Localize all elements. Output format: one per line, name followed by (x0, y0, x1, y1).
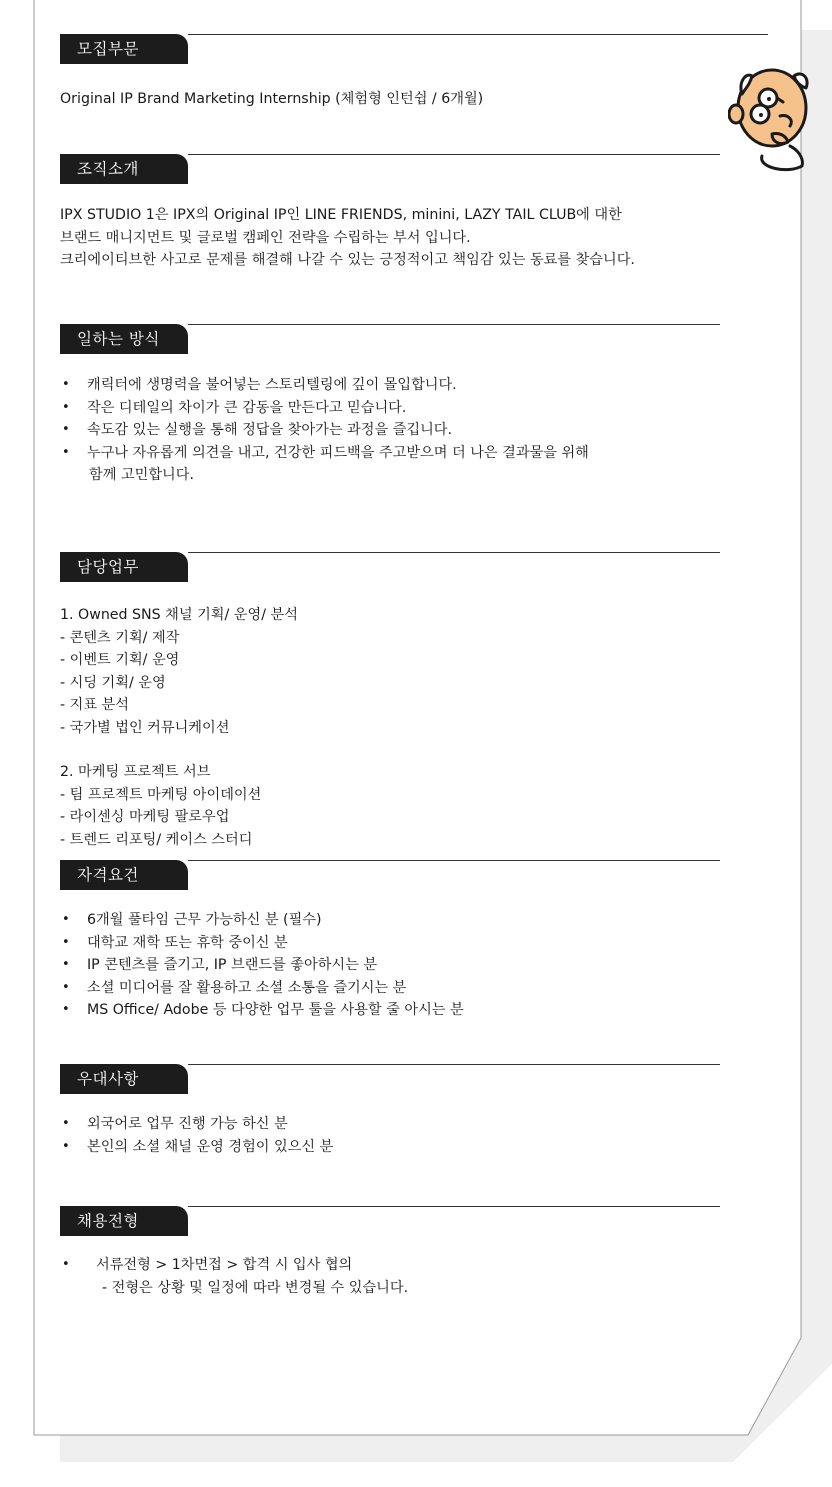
list-item: • 대학교 재학 또는 휴학 중이신 분 (60, 932, 820, 955)
list-item: • IP 콘텐츠를 즐기고, IP 브랜드를 좋아하시는 분 (60, 954, 820, 977)
process-steps: 서류전형 > 1차면접 > 합격 시 입사 협의 (96, 1257, 353, 1273)
section-divider (188, 860, 720, 861)
list-item: • 본인의 소셜 채널 운영 경험이 있으신 분 (60, 1136, 820, 1159)
section-position (60, 30, 820, 111)
section-header (60, 320, 820, 360)
process-list (60, 1254, 820, 1299)
org-line: IPX STUDIO 1은 IPX의 Original IP인 LINE FRIENDS, minini, LAZY TAIL CLUB에 대한 (60, 207, 622, 223)
org-line: 크리에이티브한 사고로 문제를 해결해 나갈 수 있는 긍정적이고 책임감 있는 동료를 찾습니다. (60, 252, 635, 268)
position-title: Original IP Brand Marketing Internship (체험형 인턴쉽 / 6개월) (60, 91, 484, 107)
section-header (60, 1202, 820, 1242)
section-divider (188, 1064, 720, 1065)
duties-content (60, 604, 820, 851)
section-divider (188, 34, 768, 35)
duty-line: - 시딩 기획/ 운영 (60, 674, 166, 691)
section-title: 일하는 방식 (60, 324, 188, 354)
preferred-list (60, 1113, 820, 1158)
section-title: 우대사항 (60, 1064, 188, 1094)
section-organization (60, 150, 820, 272)
requirements-list (60, 909, 820, 1022)
list-item (60, 442, 820, 487)
section-title: 채용전형 (60, 1206, 188, 1236)
section-duties (60, 548, 820, 851)
section-title: 모집부문 (60, 34, 188, 64)
section-divider (188, 154, 720, 155)
section-preferred (60, 1060, 820, 1158)
section-header (60, 548, 820, 588)
section-requirements (60, 856, 820, 1022)
section-header (60, 30, 820, 70)
process-note: - 전형은 상황 및 일정에 따라 변경될 수 있습니다. (102, 1279, 409, 1296)
list-item: • 캐릭터에 생명력을 불어넣는 스토리텔링에 깊이 몰입합니다. (60, 374, 820, 397)
list-item: • 소셜 미디어를 잘 활용하고 소셜 소통을 즐기시는 분 (60, 977, 820, 1000)
duty-line: - 지표 분석 (60, 697, 129, 713)
section-title: 자격요건 (60, 860, 188, 890)
list-item: • 외국어로 업무 진행 가능 하신 분 (60, 1113, 820, 1136)
section-process (60, 1202, 820, 1299)
section-divider (188, 1206, 720, 1207)
duty-line: 2. 마케팅 프로젝트 서브 (60, 764, 211, 780)
work-style-list (60, 374, 820, 487)
duty-line: - 라이센싱 마케팅 팔로우업 (60, 809, 230, 825)
section-header (60, 150, 820, 190)
duty-line: 1. Owned SNS 채널 기획/ 운영/ 분석 (60, 607, 298, 623)
section-title: 담당업무 (60, 552, 188, 582)
duty-line: - 이벤트 기획/ 운영 (60, 652, 180, 668)
section-divider (188, 324, 720, 325)
duty-line: - 국가별 법인 커뮤니케이션 (60, 719, 230, 736)
section-header (60, 856, 820, 896)
section-header (60, 1060, 820, 1100)
list-item-continuation: 함께 고민합니다. (89, 467, 194, 483)
list-item (60, 1254, 820, 1299)
duty-line: - 콘텐츠 기획/ 제작 (60, 629, 180, 646)
list-item: • 속도감 있는 실행을 통해 정답을 찾아가는 과정을 즐깁니다. (60, 419, 820, 442)
duty-line: - 트렌드 리포팅/ 케이스 스터디 (60, 831, 253, 848)
section-divider (188, 552, 720, 553)
section-title: 조직소개 (60, 154, 188, 184)
duty-line: - 팀 프로젝트 마케팅 아이데이션 (60, 786, 262, 803)
list-item: • MS Office/ Adobe 등 다양한 업무 툴을 사용할 줄 아시는 분 (60, 999, 820, 1022)
list-item: • 6개월 풀타임 근무 가능하신 분 (필수) (60, 909, 820, 932)
list-item-text: 누구나 자유롭게 의견을 내고, 건강한 피드백을 주고받으며 더 나은 결과물을 위해 (87, 444, 589, 461)
list-item: • 작은 디테일의 차이가 큰 감동을 만든다고 믿습니다. (60, 397, 820, 420)
section-work-style (60, 320, 820, 487)
org-line: 브랜드 매니지먼트 및 글로벌 캠페인 전략을 수립하는 부서 입니다. (60, 229, 471, 246)
